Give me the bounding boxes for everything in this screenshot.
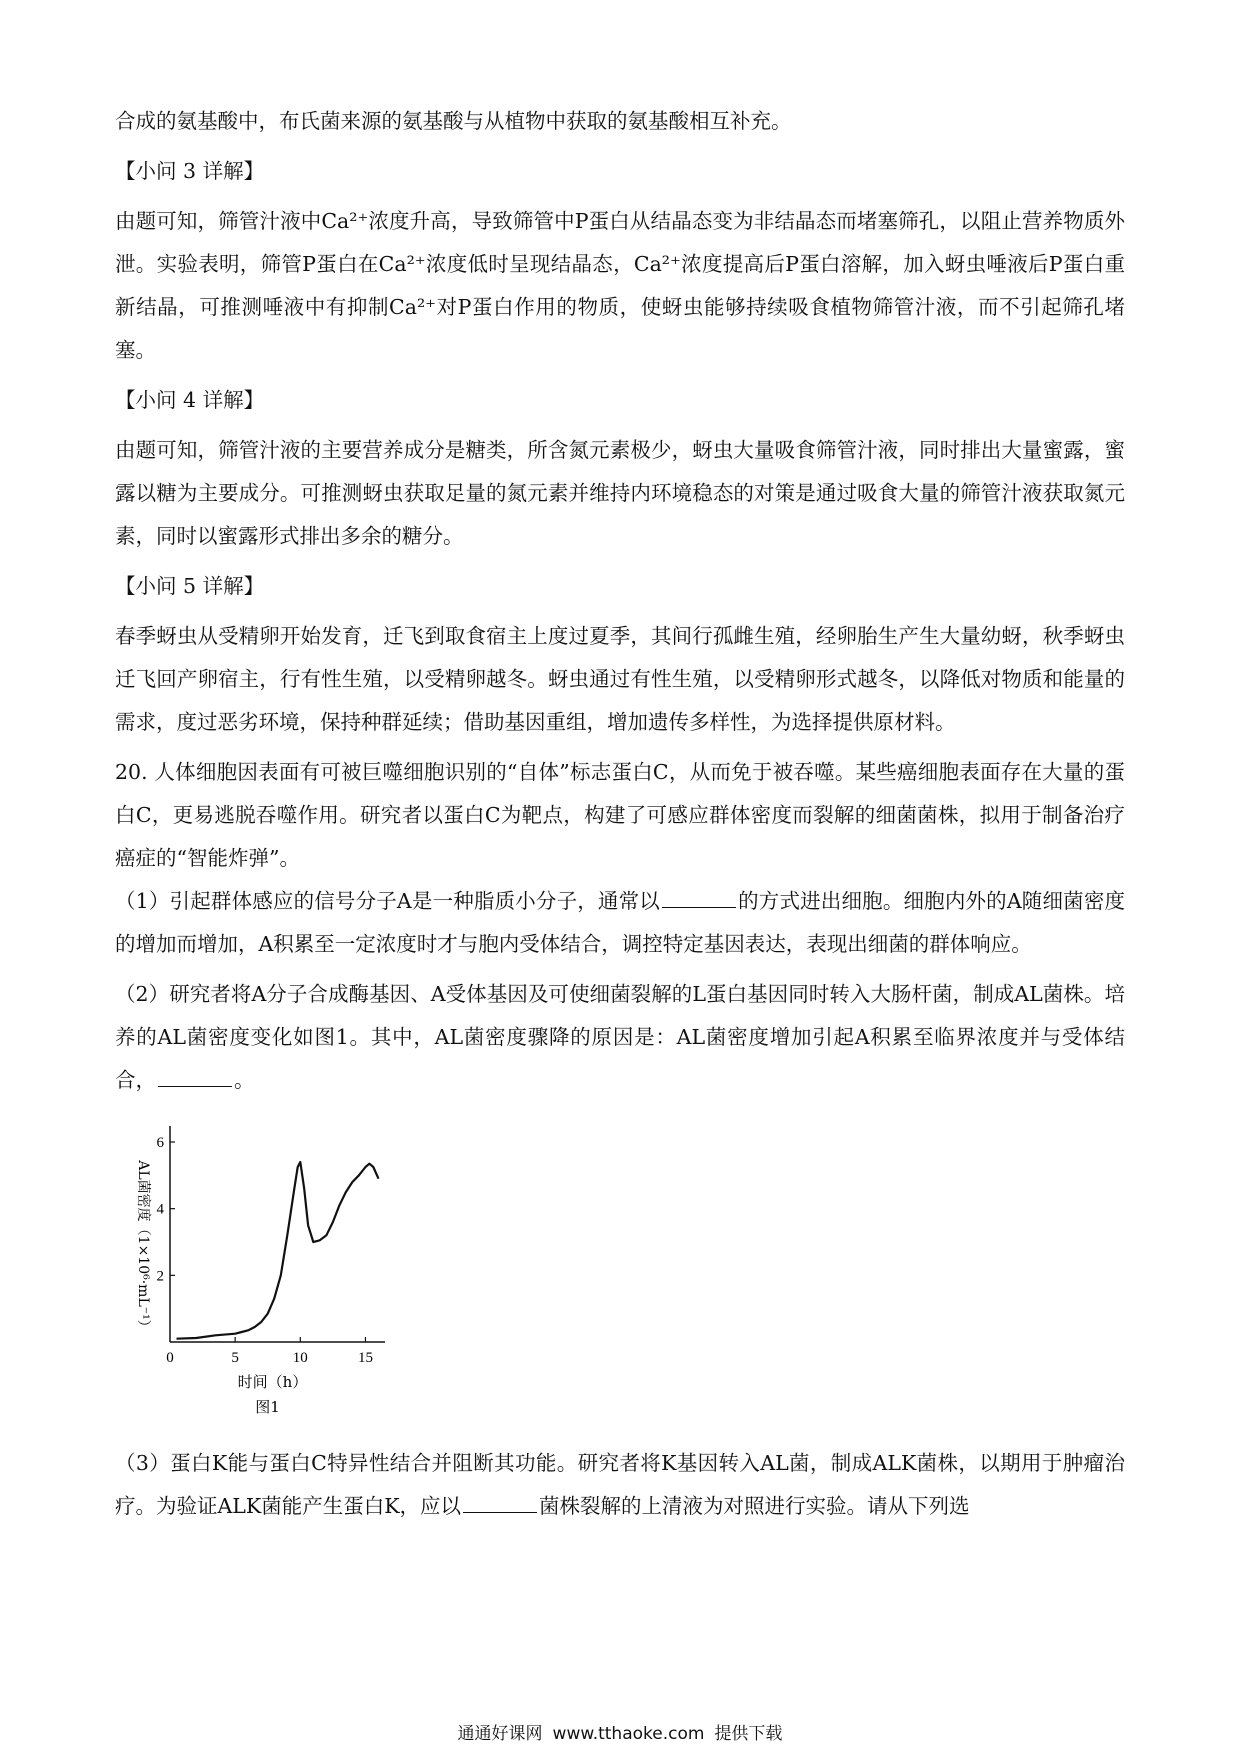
question-1 <box>115 880 1125 966</box>
figure-1-chart <box>115 1120 435 1420</box>
answer-blank <box>662 906 736 908</box>
q3-text-before: （3）蛋白K能与蛋白C特异性结合并阻断其功能。研究者将K基因转入AL菌，制成ALK菌株，以期用于肿瘤治疗。为验证ALK菌能产生蛋白K，应以 <box>115 1451 1125 1518</box>
answer-blank <box>158 1085 232 1087</box>
footer-site-name: 通通好课网 <box>457 1724 543 1744</box>
x-tick-label: 15 <box>357 1350 373 1366</box>
q1-text-before: （1）引起群体感应的信号分子A是一种脂质小分子，通常以 <box>115 889 660 913</box>
section-heading: 【小问 3 详解】 <box>115 159 265 183</box>
section-heading: 【小问 4 详解】 <box>115 388 265 412</box>
footer-url[interactable]: www.tthaoke.com <box>552 1724 705 1744</box>
footer-download-text: 提供下载 <box>714 1724 783 1744</box>
density-series-line <box>177 1162 379 1339</box>
density-line-chart <box>115 1120 435 1420</box>
q3-text-after: 菌株裂解的上清液为对照进行实验。请从下列选 <box>539 1494 970 1518</box>
section-heading: 【小问 5 详解】 <box>115 574 265 598</box>
y-axis-label: AL菌密度（1×10⁶·mL⁻¹） <box>135 1160 151 1334</box>
y-tick-label: 6 <box>156 1135 164 1151</box>
q2-text-after: 。 <box>234 1068 255 1092</box>
question-3 <box>115 1442 1125 1528</box>
paragraph: 合成的氨基酸中，布氏菌来源的氨基酸与从植物中获取的氨基酸相互补充。 <box>115 109 792 133</box>
x-tick-label: 0 <box>166 1350 174 1366</box>
x-tick-label: 5 <box>231 1350 239 1366</box>
paragraph: 由题可知，筛管汁液中Ca²⁺浓度升高，导致筛管中P蛋白从结晶态变为非结晶态而堵塞筛孔，以阻止营养物质外泄。实验表明，筛管P蛋白在Ca²⁺浓度低时呈现结晶态，Ca²⁺浓度提高后P蛋白溶解，加入蚜虫唾液后P蛋白重新结晶，可推测唾液中有抑制Ca²⁺对P蛋白作用的物质，使蚜虫能够持续吸食植物筛管汁液，而不引起筛孔堵塞。 <box>115 209 1125 362</box>
document-body <box>115 100 1125 1528</box>
x-axis-label: 时间（h） <box>237 1373 308 1391</box>
question-2 <box>115 973 1125 1102</box>
x-tick-label: 10 <box>292 1350 308 1366</box>
paragraph: 由题可知，筛管汁液的主要营养成分是糖类，所含氮元素极少，蚜虫大量吸食筛管汁液，同时排出大量蜜露，蜜露以糖为主要成分。可推测蚜虫获取足量的氮元素并维持内环境稳态的对策是通过吸食大量的筛管汁液获取氮元素，同时以蜜露形式排出多余的糖分。 <box>115 438 1125 548</box>
y-tick-label: 2 <box>156 1268 164 1285</box>
q2-text-before: （2）研究者将A分子合成酶基因、A受体基因及可使细菌裂解的L蛋白基因同时转入大肠杆菌，制成AL菌株。培养的AL菌密度变化如图1。其中，AL菌密度骤降的原因是：AL菌密度增加引起A积累至临界浓度并与受体结合， <box>115 982 1125 1092</box>
paragraph-list <box>115 100 1125 880</box>
page-footer <box>0 1719 1240 1744</box>
answer-blank <box>463 1511 537 1513</box>
paragraph: 20. 人体细胞因表面有可被巨噬细胞识别的“自体”标志蛋白C，从而免于被吞噬。某些癌细胞表面存在大量的蛋白C，更易逃脱吞噬作用。研究者以蛋白C为靶点，构建了可感应群体密度而裂解的细菌菌株，拟用于制备治疗癌症的“智能炸弹”。 <box>115 760 1125 870</box>
y-tick-label: 4 <box>156 1201 164 1218</box>
figure-caption: 图1 <box>255 1398 280 1416</box>
paragraph: 春季蚜虫从受精卵开始发育，迁飞到取食宿主上度过夏季，其间行孤雌生殖，经卵胎生产生大量幼蚜，秋季蚜虫迁飞回产卵宿主，行有性生殖，以受精卵越冬。蚜虫通过有性生殖，以受精卵形式越冬，以降低对物质和能量的需求，度过恶劣环境，保持种群延续；借助基因重组，增加遗传多样性，为选择提供原材料。 <box>115 624 1125 734</box>
q1-text-after: 的方式进出细胞。细胞内外的A随细菌密度的增加而增加，A积累至一定浓度时才与胞内受体结合，调控特定基因表达，表现出细菌的群体响应。 <box>115 889 1125 956</box>
